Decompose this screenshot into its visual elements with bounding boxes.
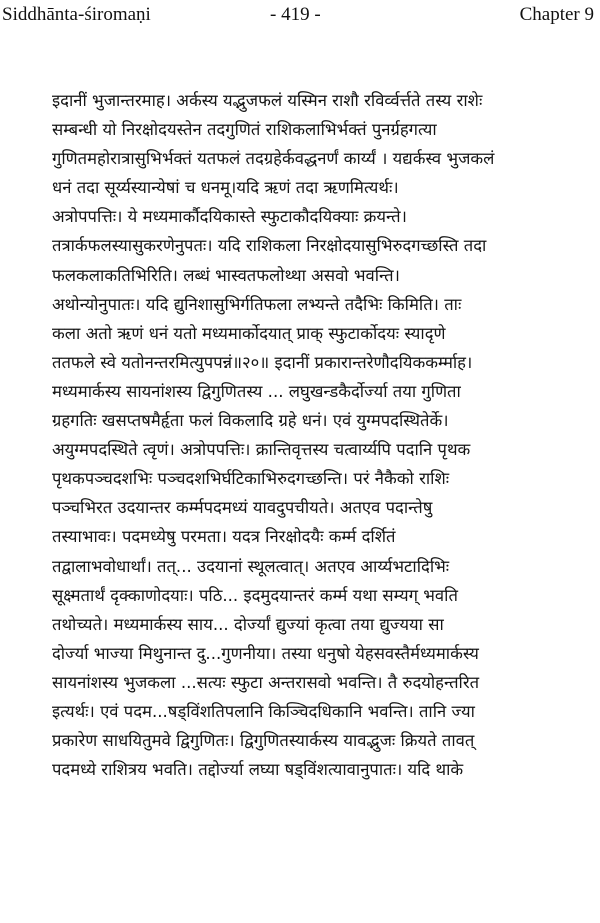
text-line: सायनांशस्य भुजकला ...सत्यः स्फुटा अन्तरासवो भवन्ति। तै रुदयोहन्तरित xyxy=(52,672,480,692)
text-line: ततफले स्वे यतोनन्तरमित्युपपन्नं॥२०॥ इदानीं प्रकारान्तरेणौदयिककर्म्माह। xyxy=(52,352,473,372)
text-line: तद्वालाभवोधार्थां। तत्... उदयानां स्थूलत्वात्। अतएव आर्य्यभटादिभिः xyxy=(52,556,450,576)
text-line: इत्यर्थः। एवं पदम...षड्विंशतिपलानि किञ्चिदधिकानि भवन्ति। तानि ज्या xyxy=(52,701,475,721)
text-line: दोर्ज्या भाज्या मिथुनान्त दु...गुणनीया। तस्या धनुषो येहसवस्तैर्मध्यमार्कस्य xyxy=(52,643,479,663)
text-line: इदानीं भुजान्तरमाह। अर्कस्य यद्भुजफलं यस्मिन राशौ रविर्व्वर्त्तते तस्य राशेः xyxy=(52,91,483,110)
text-line: प्रकारेण साधयितुमवे द्विगुणितः। द्विगुणितस्यार्कस्य यावद्भुजः क्रियते तावत् xyxy=(52,731,475,751)
text-line: अथोन्योनुपातः। यदि द्युनिशासुभिर्गतिफला लभ्यन्ते तदैभिः किमिति। ताः xyxy=(52,294,462,314)
text-line: सूक्ष्मतार्थं दृक्काणोदयाः। पठि... इदमुदयान्तरं कर्म्म यथा सम्यग् भवति xyxy=(52,585,458,605)
chapter-label: Chapter 9 xyxy=(519,4,594,25)
text-line: फलकलाकतिभिरिति। लब्धं भास्वतफलोथ्था असवो भवन्ति। xyxy=(52,265,400,285)
text-line: तथोच्यते। मध्यमार्कस्य साय... दोर्ज्यां द्युज्यां कृत्वा तया द्युज्यया सा xyxy=(52,614,444,634)
text-line: तस्याभावः। पदमध्येषु परमता। यदत्र निरक्षोदयैः कर्म्म दर्शितं xyxy=(52,527,396,547)
text-line: ग्रहगतिः खसप्तषमैर्हृता फलं विकलादि ग्रहे धनं। एवं युग्मपदस्थितेर्के। xyxy=(52,411,449,431)
text-line: पदमध्ये राशित्रय भवति। तद्दोर्ज्या लघ्या षड्विंशत्यावानुपातः। यदि थाके xyxy=(52,760,464,780)
text-line: पञ्चभिरत उदयान्तर कर्म्मपदमध्यं यावदुपचीयते। अतएव पदान्तेषु xyxy=(52,498,433,518)
text-line: मध्यमार्कस्य सायनांशस्य द्विगुणितस्य ... लघुखन्डकैर्दोर्ज्या तया गुणिता xyxy=(52,381,461,401)
page-number: - 419 - xyxy=(270,4,321,25)
page-header xyxy=(0,0,600,30)
text-line: धनं तदा सूर्य्यस्यान्येषां च धनमू।यदि ऋणं तदा ऋणमित्यर्थः। xyxy=(52,178,399,198)
text-line: अत्रोपपत्तिः। ये मध्यमार्कौदयिकास्ते स्फुटाकौदयिक्याः क्रयन्ते। xyxy=(52,207,407,227)
text-line: अयुग्मपदस्थिते त्वृणं। अत्रोपपत्तिः। क्रान्तिवृत्तस्य चत्वार्य्यपि पदानि पृथक xyxy=(52,440,471,460)
sanskrit-commentary-text xyxy=(52,86,600,784)
text-line: सम्बन्धी यो निरक्षोदयस्तेन तदगुणितं राशिकलाभिर्भक्तं पुनर्ग्रहगत्या xyxy=(52,120,437,140)
text-line: पृथकपञ्चदशभिः पञ्चदशभिर्घटिकाभिरुदगच्छन्ति। परं नैकैको राशिः xyxy=(52,469,450,489)
text-line: कला अतो ऋणं धनं यतो मध्यमार्कोदयात् प्राक् स्फुटार्कोदयः स्यादृणे xyxy=(52,323,446,343)
text-line: गुणितमहोरात्रासुभिर्भक्तं यतफलं तदग्रहेर्कवद्धनर्णं कार्य्यं । यद्यर्कस्व भुजकलं xyxy=(52,149,495,169)
book-title: Siddhānta-śiromaṇi xyxy=(2,4,151,25)
text-line: तत्रार्कफलस्यासुकरणेनुपतः। यदि राशिकला निरक्षोदयासुभिरुदगच्छस्ति तदा xyxy=(52,236,487,256)
